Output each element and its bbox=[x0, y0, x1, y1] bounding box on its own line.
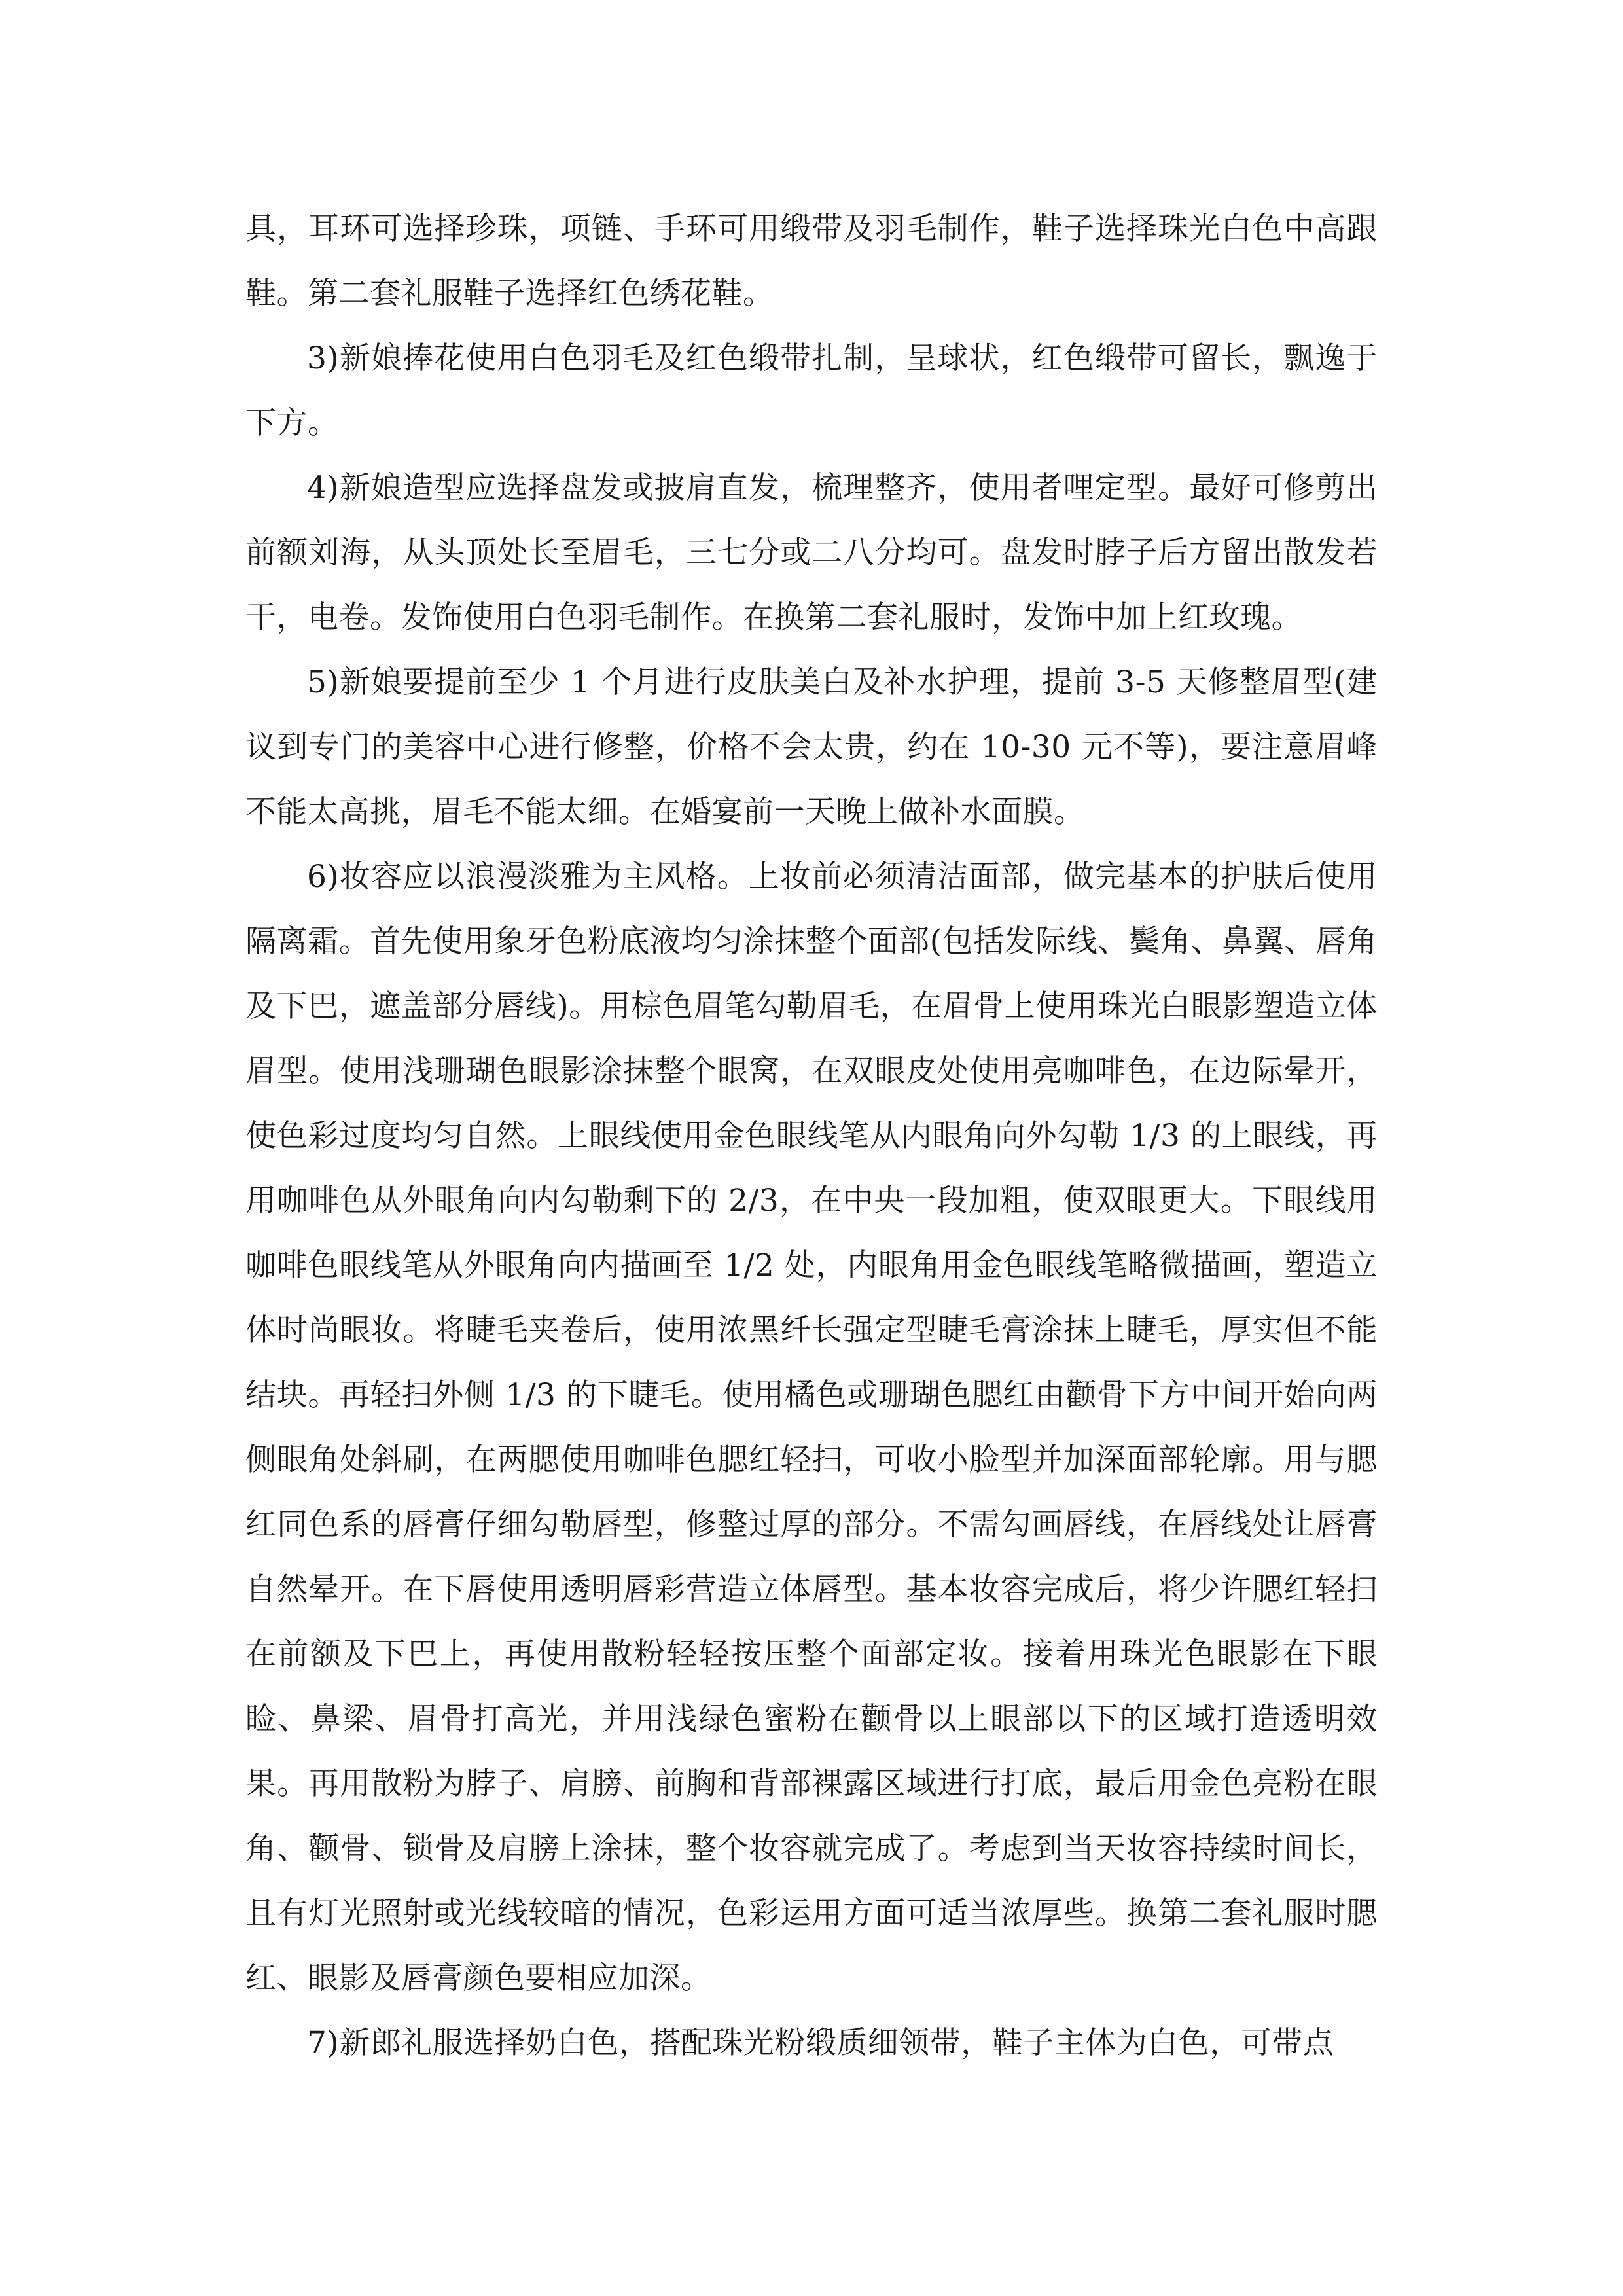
paragraph-skincare: 5)新娘要提前至少 1 个月进行皮肤美白及补水护理，提前 3-5 天修整眉型(建议到专门的美容中心进行修整，价格不会太贵，约在 10-30 元不等)，要注意眉峰不能太高挑，眉毛不能太细。在婚宴前一天晚上做补水面膜。 bbox=[245, 664, 1378, 830]
paragraph-groom-attire: 7)新郎礼服选择奶白色，搭配珠光粉缎质细领带，鞋子主体为白色，可带点 bbox=[307, 2025, 1334, 2061]
paragraph-makeup: 6)妆容应以浪漫淡雅为主风格。上妆前必须清洁面部，做完基本的护肤后使用隔离霜。首先使用象牙色粉底液均匀涂抹整个面部(包括发际线、鬓角、鼻翼、唇角及下巴，遮盖部分唇线)。用棕色眉笔勾勒眉毛，在眉骨上使用珠光白眼影塑造立体眉型。使用浅珊瑚色眼影涂抹整个眼窝，在双眼皮处使用亮咖啡色，在边际晕开，使色彩过度均匀自然。上眼线使用金色眼线笔从内眼角向外勾勒 1/3 的上眼线，再用咖啡色从外眼角向内勾勒剩下的 2/3，在中央一段加粗，使双眼更大。下眼线用咖啡色眼线笔从外眼角向内描画至 1/2 处，内眼角用金色眼线笔略微描画，塑造立体时尚眼妆。将睫毛夹卷后，使用浓黑纤长强定型睫毛膏涂抹上睫毛，厚实但不能结块。再轻扫外侧 1/3 的下睫毛。使用橘色或珊瑚色腮红由颧骨下方中间开始向两侧眼角处斜刷，在两腮使用咖啡色腮红轻扫，可收小脸型并加深面部轮廓。用与腮红同色系的唇膏仔细勾勒唇型，修整过厚的部分。不需勾画唇线，在唇线处让唇膏自然晕开。在下唇使用透明唇彩营造立体唇型。基本妆容完成后，将少许腮红轻扫在前额及下巴上，再使用散粉轻轻按压整个面部定妆。接着用珠光色眼影在下眼睑、鼻梁、眉骨打高光，并用浅绿色蜜粉在颧骨以上眼部以下的区域打造透明效果。再用散粉为脖子、肩膀、前胸和背部裸露区域进行打底，最后用金色亮粉在眼角、颧骨、锁骨及肩膀上涂抹，整个妆容就完成了。考虑到当天妆容持续时间长，且有灯光照射或光线较暗的情况，色彩运用方面可适当浓厚些。换第二套礼服时腮红、眼影及唇膏颜色要相应加深。 bbox=[245, 859, 1378, 1996]
paragraph-bouquet: 3)新娘捧花使用白色羽毛及红色缎带扎制，呈球状，红色缎带可留长，飘逸于下方。 bbox=[245, 340, 1378, 441]
document-body bbox=[245, 196, 1378, 2075]
paragraph-continued: 具，耳环可选择珍珠，项链、手环可用缎带及羽毛制作，鞋子选择珠光白色中高跟鞋。第二套礼服鞋子选择红色绣花鞋。 bbox=[245, 211, 1378, 312]
paragraph-hairstyle: 4)新娘造型应选择盘发或披肩直发，梳理整齐，使用者哩定型。最好可修剪出前额刘海，从头顶处长至眉毛，三七分或二八分均可。盘发时脖子后方留出散发若干，电卷。发饰使用白色羽毛制作。在换第二套礼服时，发饰中加上红玫瑰。 bbox=[245, 470, 1378, 636]
